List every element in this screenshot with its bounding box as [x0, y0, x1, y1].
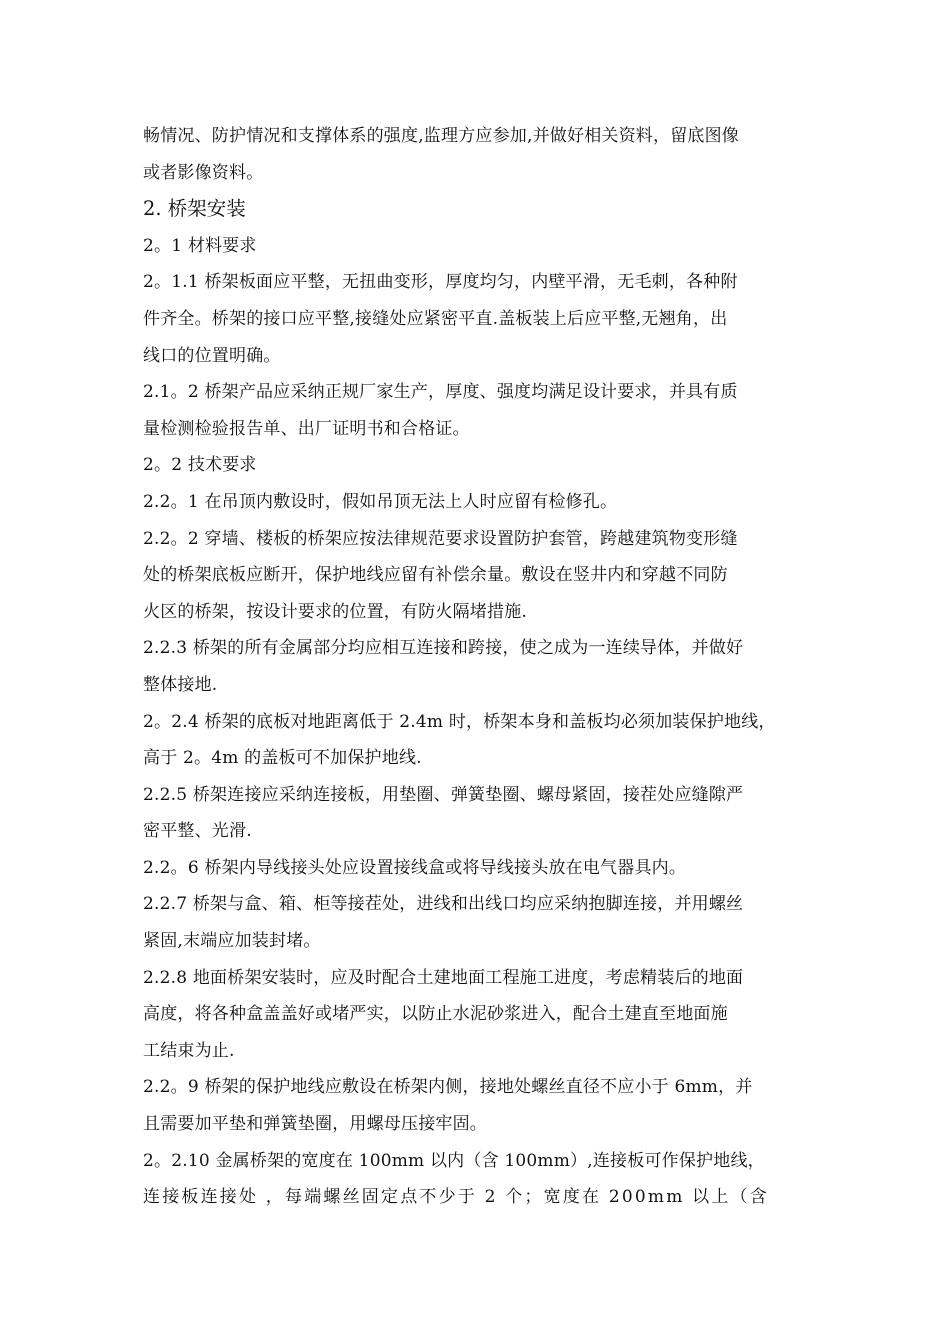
text-line: 2。1.1 桥架板面应平整，无扭曲变形，厚度均匀，内壁平滑，无毛刺，各种附 [143, 272, 738, 293]
text-line: 2。2.10 金属桥架的宽度在 100mm 以内（含 100mm）,连接板可作保护地线， [143, 1150, 765, 1171]
text-line: 高于 2。4m 的盖板可不加保护地线. [143, 748, 422, 769]
text-line: 2.2.7 桥架与盒、箱、柜等接茬处，进线和出线口均应采纳抱脚连接，并用螺丝 [143, 894, 744, 915]
text-line: 紧固,末端应加装封堵。 [143, 931, 321, 952]
text-line: 2.2。1 在吊顶内敷设时，假如吊顶无法上人时应留有检修孔。 [143, 491, 618, 512]
subsection-heading: 2。2 技术要求 [143, 455, 257, 476]
document-body [143, 118, 815, 1216]
text-line: 件齐全。桥架的接口应平整,接缝处应紧密平直.盖板装上后应平整,无翘角，出 [143, 308, 728, 329]
subsection-heading: 2。1 材料要求 [143, 235, 257, 256]
text-line: 2.1。2 桥架产品应采纳正规厂家生产，厚度、强度均满足设计要求，并具有质 [143, 382, 738, 403]
text-line: 2.2.5 桥架连接应采纳连接板，用垫圈、弹簧垫圈、螺母紧固，接茬处应缝隙严 [143, 784, 744, 805]
text-line: 处的桥架底板应断开，保护地线应留有补偿余量。敷设在竖井内和穿越不同防 [143, 565, 728, 586]
text-line: 且需要加平垫和弹簧垫圈，用螺母压接牢固。 [143, 1114, 487, 1135]
text-line: 密平整、光滑. [143, 821, 252, 842]
text-line: 畅情况、防护情况和支撑体系的强度,监理方应参加,并做好相关资料，留底图像 [143, 126, 740, 146]
text-line: 2.2。9 桥架的保护地线应敷设在桥架内侧，接地处螺丝直径不应小于 6mm，并 [143, 1077, 753, 1098]
text-line: 2.2。6 桥架内导线接头处应设置接线盒或将导线接头放在电气器具内。 [143, 857, 687, 878]
text-line: 整体接地. [143, 674, 218, 695]
text-line: 工结束为止. [143, 1040, 235, 1061]
text-line: 火区的桥架，按设计要求的位置，有防火隔堵措施. [143, 601, 528, 622]
text-line: 2。2.4 桥架的底板对地距离低于 2.4m 时，桥架本身和盖板均必须加装保护地线， [143, 711, 776, 732]
text-line: 2.2.8 地面桥架安装时，应及时配合土建地面工程施工进度，考虑精装后的地面 [143, 967, 744, 988]
text-line: 或者影像资料。 [143, 162, 264, 183]
text-line: 连接板连接处 ，每端螺丝固定点不少于 2 个；宽度在 200mm 以上（含 [143, 1187, 769, 1208]
text-line: 量检测检验报告单、出厂证明书和合格证。 [143, 418, 470, 439]
section-heading: 2. 桥架安装 [143, 197, 246, 221]
text-line: 2.2.3 桥架的所有金属部分均应相互连接和跨接，使之成为一连续导体，并做好 [143, 638, 744, 659]
text-line: 2.2。2 穿墙、楼板的桥架应按法律规范要求设置防护套管，跨越建筑物变形缝 [143, 528, 738, 549]
text-line: 高度，将各种盒盖盖好或堵严实，以防止水泥砂浆进入，配合土建直至地面施 [143, 1004, 728, 1025]
text-line: 线口的位置明确。 [143, 345, 281, 366]
